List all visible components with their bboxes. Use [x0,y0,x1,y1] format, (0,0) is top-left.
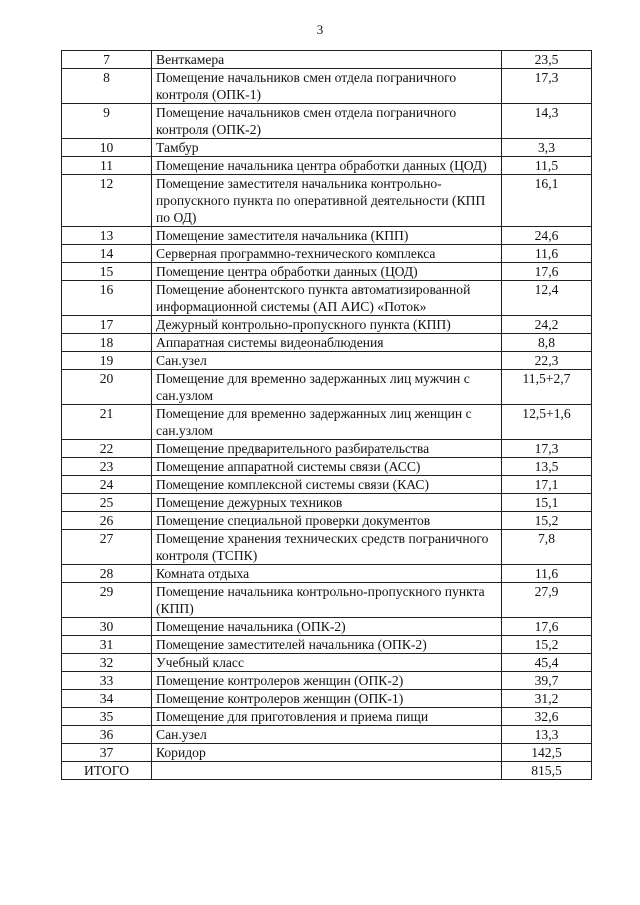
row-number: 24 [62,476,152,494]
room-area: 17,6 [502,618,592,636]
row-number: 33 [62,672,152,690]
room-area: 3,3 [502,139,592,157]
row-number: 25 [62,494,152,512]
room-name: Помещение начальников смен отдела пограничного контроля (ОПК-1) [152,69,502,104]
room-name: Венткамера [152,51,502,69]
table-row [62,139,592,157]
table-row [62,227,592,245]
total-area: 815,5 [502,762,592,780]
table-row [62,744,592,762]
row-number: 12 [62,175,152,227]
row-number: 35 [62,708,152,726]
room-area: 23,5 [502,51,592,69]
row-number: 26 [62,512,152,530]
table-row [62,672,592,690]
room-area: 22,3 [502,352,592,370]
room-name: Помещение предварительного разбирательства [152,440,502,458]
table-row [62,654,592,672]
room-area: 17,6 [502,263,592,281]
room-name: Тамбур [152,139,502,157]
row-number: 16 [62,281,152,316]
room-area: 15,1 [502,494,592,512]
row-number: 23 [62,458,152,476]
row-number: 13 [62,227,152,245]
room-area: 39,7 [502,672,592,690]
row-number: 18 [62,334,152,352]
row-number: 31 [62,636,152,654]
room-name: Помещение контролеров женщин (ОПК-2) [152,672,502,690]
row-number: 15 [62,263,152,281]
room-area: 12,5+1,6 [502,405,592,440]
rooms-area-table [61,50,592,780]
room-name: Помещение специальной проверки документов [152,512,502,530]
table-row [62,476,592,494]
row-number: 29 [62,583,152,618]
table-row [62,104,592,139]
room-name: Учебный класс [152,654,502,672]
total-label: ИТОГО [62,762,152,780]
table-row [62,690,592,708]
room-name: Помещение дежурных техников [152,494,502,512]
room-area: 15,2 [502,636,592,654]
room-area: 8,8 [502,334,592,352]
table-row [62,157,592,175]
room-name: Помещение для временно задержанных лиц женщин с сан.узлом [152,405,502,440]
row-number: 8 [62,69,152,104]
room-name: Помещение контролеров женщин (ОПК-1) [152,690,502,708]
row-number: 14 [62,245,152,263]
room-name: Помещение абонентского пункта автоматизированной информационной системы (АП АИС) «Поток» [152,281,502,316]
room-name: Помещение заместителя начальника контрольно-пропускного пункта по оперативной деятельности (КПП по ОД) [152,175,502,227]
room-area: 17,1 [502,476,592,494]
row-number: 34 [62,690,152,708]
row-number: 10 [62,139,152,157]
table-row [62,583,592,618]
row-number: 11 [62,157,152,175]
table-row [62,512,592,530]
room-name: Помещение центра обработки данных (ЦОД) [152,263,502,281]
room-name: Дежурный контрольно-пропускного пункта (КПП) [152,316,502,334]
room-name: Помещение начальника центра обработки данных (ЦОД) [152,157,502,175]
table-row [62,51,592,69]
room-area: 24,6 [502,227,592,245]
table-row [62,440,592,458]
page-number: 3 [316,22,324,37]
room-area: 7,8 [502,530,592,565]
row-number: 7 [62,51,152,69]
room-name: Помещение заместителя начальника (КПП) [152,227,502,245]
room-area: 14,3 [502,104,592,139]
table-row [62,175,592,227]
row-number: 21 [62,405,152,440]
table-row [62,565,592,583]
table-row [62,281,592,316]
row-number: 9 [62,104,152,139]
table-row [62,370,592,405]
table-row [62,263,592,281]
room-name: Сан.узел [152,726,502,744]
table-row [62,618,592,636]
room-area: 45,4 [502,654,592,672]
table-row [62,352,592,370]
room-area: 11,6 [502,245,592,263]
room-name: Помещение начальника контрольно-пропускного пункта (КПП) [152,583,502,618]
room-area: 16,1 [502,175,592,227]
room-area: 17,3 [502,69,592,104]
room-area: 31,2 [502,690,592,708]
room-name: Помещение для временно задержанных лиц мужчин с сан.узлом [152,370,502,405]
row-number: 17 [62,316,152,334]
row-number: 32 [62,654,152,672]
table-row [62,636,592,654]
room-name: Комната отдыха [152,565,502,583]
table-row [62,334,592,352]
table-row [62,494,592,512]
room-area: 17,3 [502,440,592,458]
room-name: Помещение хранения технических средств пограничного контроля (ТСПК) [152,530,502,565]
total-row [62,762,592,780]
room-name: Сан.узел [152,352,502,370]
room-area: 32,6 [502,708,592,726]
room-area: 13,5 [502,458,592,476]
room-name: Помещение заместителей начальника (ОПК-2) [152,636,502,654]
table-row [62,726,592,744]
room-name: Коридор [152,744,502,762]
table-body [62,51,592,780]
room-area: 12,4 [502,281,592,316]
room-name: Помещение для приготовления и приема пищи [152,708,502,726]
room-name: Аппаратная системы видеонаблюдения [152,334,502,352]
room-area: 27,9 [502,583,592,618]
row-number: 28 [62,565,152,583]
room-name: Помещение комплексной системы связи (КАС) [152,476,502,494]
table-row [62,245,592,263]
room-area: 11,6 [502,565,592,583]
table-row [62,458,592,476]
room-name: Помещение начальника (ОПК-2) [152,618,502,636]
room-area: 142,5 [502,744,592,762]
room-area: 13,3 [502,726,592,744]
row-number: 37 [62,744,152,762]
room-area: 24,2 [502,316,592,334]
row-number: 36 [62,726,152,744]
table-row [62,316,592,334]
room-area: 15,2 [502,512,592,530]
total-name [152,762,502,780]
room-area: 11,5+2,7 [502,370,592,405]
table-row [62,405,592,440]
table-row [62,530,592,565]
row-number: 19 [62,352,152,370]
row-number: 30 [62,618,152,636]
table-row [62,69,592,104]
room-name: Помещение начальников смен отдела пограничного контроля (ОПК-2) [152,104,502,139]
row-number: 27 [62,530,152,565]
room-name: Помещение аппаратной системы связи (АСС) [152,458,502,476]
row-number: 20 [62,370,152,405]
room-name: Серверная программно-технического комплекса [152,245,502,263]
table-row [62,708,592,726]
row-number: 22 [62,440,152,458]
room-area: 11,5 [502,157,592,175]
